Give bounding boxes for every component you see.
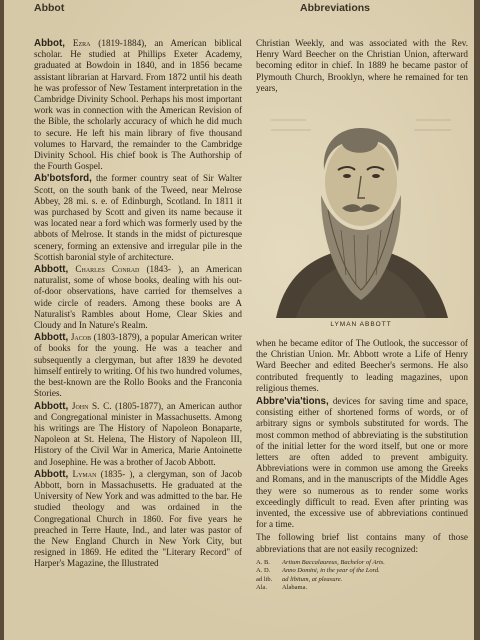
entry-abbotsford: Ab'botsford, the former country seat of Sir Walter Scott, on the south bank of the Tweed, near Melrose Abbey, 28 mi. s. e. of Edinburgh, Scotland. In 1811 it was purchased by Scott and given its name because it was located near a ford which was formerly used by the abbots of Melrose. It stands in the midst of picturesque scenery, forming an extensive and irregular pile in the Scottish baronial style of architecture. bbox=[34, 173, 242, 262]
entry-jacob-abbott: Abbott, Jacob (1803-1879), a popular American writer of books for the young. He was a teacher and subsequently a clergyman, but after 1839 he devoted himself entirely to writing. Of his two hundred volumes, the best-known are the Rollo Books and the Franconia Stories. bbox=[34, 332, 242, 399]
list-item: A. B. Artium Baccalaureus, Bachelor of Arts. bbox=[256, 558, 385, 566]
book-page bbox=[4, 0, 474, 640]
running-head-left: Abbot bbox=[34, 2, 65, 14]
portrait-image bbox=[266, 100, 456, 318]
lyman-abbott-conclusion: when he became editor of The Outlook, the successor of the Christian Union. Mr. Abbott wrote a Life of Henry Ward Beecher and edited Beecher's sermons. He also contributed frequently to leading magazines, upon religious themes. bbox=[256, 338, 468, 393]
list-item: Ala. Alabama. bbox=[256, 584, 308, 592]
abbrev-list-intro: The following brief list contains many of those abbreviations that are not easily recognized: bbox=[256, 532, 468, 554]
entry-ezra-abbot: Abbot, Ezra (1819-1884), an American biblical scholar. He studied at Phillips Exeter Academy, graduated at Bowdoin in 1840, and in 1856 became assistant librarian at Harvard. From 1872 until his death he was professor of New Testament interpretation in the Cambridge Divinity School. Perhaps his most important work was in connection with the American Revision of the Bible, the scholarly accuracy of which he did much to secure. He left his main library of five thousand volumes to Harvard, the remainder to the Cambridge Divinity School. His chief book is The Authorship of the Fourth Gospel. bbox=[34, 38, 242, 172]
entry-lyman-abbott: Abbott, Lyman (1835- ), a clergyman, son of Jacob Abbott, born in Massachusetts. He graduated at the University of New York and was admitted to the bar. He studied theology and was ordained in the Congregational Church in 1860. For five years he preached in Terre Haute, Ind., and later was pastor of the New England Church in New York City, but resigned in 1869. He edited the "Literary Record" of Harper's Magazine, the Illustrated bbox=[34, 468, 242, 569]
right-column-bottom bbox=[256, 338, 468, 593]
running-head-right: Abbreviations bbox=[300, 2, 371, 14]
engraved-portrait-icon bbox=[266, 100, 456, 318]
list-item: ad lib. ad libitum, at pleasure. bbox=[256, 575, 343, 583]
abbreviation-list bbox=[256, 559, 468, 593]
entry-john-abbott: Abbott, John S. C. (1805-1877), an American author and Congregational minister in Massachusetts. Among his writings are The History of Napoleon Bonaparte, Napoleon at St. Helena, The History of Napoleon III, History of the Civil War in America, Marie Antoinette and Josephine. He was a brother of Jacob Abbott. bbox=[34, 400, 242, 467]
entry-abbreviations: Abbre'via'tions, devices for saving time and space, consisting either of shortened forms of words, or of arbitrary signs or symbols substituted for words. The most common method of abbreviating is the substitution of the initial letter for the word itself, but one or more letters are often added to prevent ambiguity. Abbreviations were in common use among the Greeks and Romans, and in the manuscripts of the Middle Ages they were so numerous as to render some works exceedingly difficult to read. Even after printing was invented, the excessive use of abbreviations continued for a time. bbox=[256, 396, 468, 530]
list-item: A. D. Anno Domini, in the year of the Lord. bbox=[256, 567, 380, 575]
lyman-abbott-continued: Christian Weekly, and was associated with the Rev. Henry Ward Beecher on the Christian Union, afterward becoming editor in chief. In 1889 he became pastor of Plymouth Church, Brooklyn, where he remained for ten years, bbox=[256, 38, 468, 93]
entry-charles-conrad-abbott: Abbott, Charles Conrad (1843- ), an American naturalist, some of whose books, dealing with his out-of-door observations, have carried for themselves a wide circle of readers. Among these books are A Naturalist's Rambles about Home, Clear Skies and Cloudy and In Nature's Realm. bbox=[34, 264, 242, 331]
portrait-caption: LYMAN ABBOTT bbox=[330, 321, 392, 328]
right-column-top bbox=[256, 38, 468, 94]
left-column bbox=[34, 38, 242, 571]
